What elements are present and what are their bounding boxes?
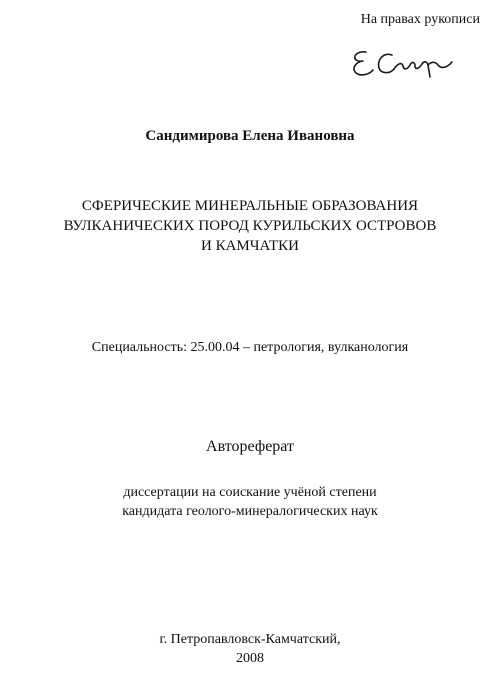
title-line: СФЕРИЧЕСКИЕ МИНЕРАЛЬНЫЕ ОБРАЗОВАНИЯ [81, 198, 419, 214]
dissertation-title [20, 196, 480, 256]
handwritten-signature [348, 46, 458, 80]
document-type: Автореферат [206, 438, 294, 455]
title-line: И КАМЧАТКИ [200, 238, 300, 254]
place-and-year [0, 630, 500, 668]
degree-description [0, 483, 500, 521]
specialty-line: Специальность: 25.00.04 – петрология, вулканология [91, 340, 409, 355]
title-line: ВУЛКАНИЧЕСКИХ ПОРОД КУРИЛЬСКИХ ОСТРОВОВ [63, 218, 437, 234]
degree-line: кандидата геолого-минералогических наук [122, 504, 378, 519]
rights-note: На правах рукописи [360, 12, 480, 27]
author-name: Сандимирова Елена Ивановна [145, 128, 355, 144]
place-line: г. Петропавловск-Камчатский, [159, 632, 341, 647]
degree-line: диссертации на соискание учёной степени [123, 485, 377, 500]
year-line: 2008 [236, 651, 264, 666]
